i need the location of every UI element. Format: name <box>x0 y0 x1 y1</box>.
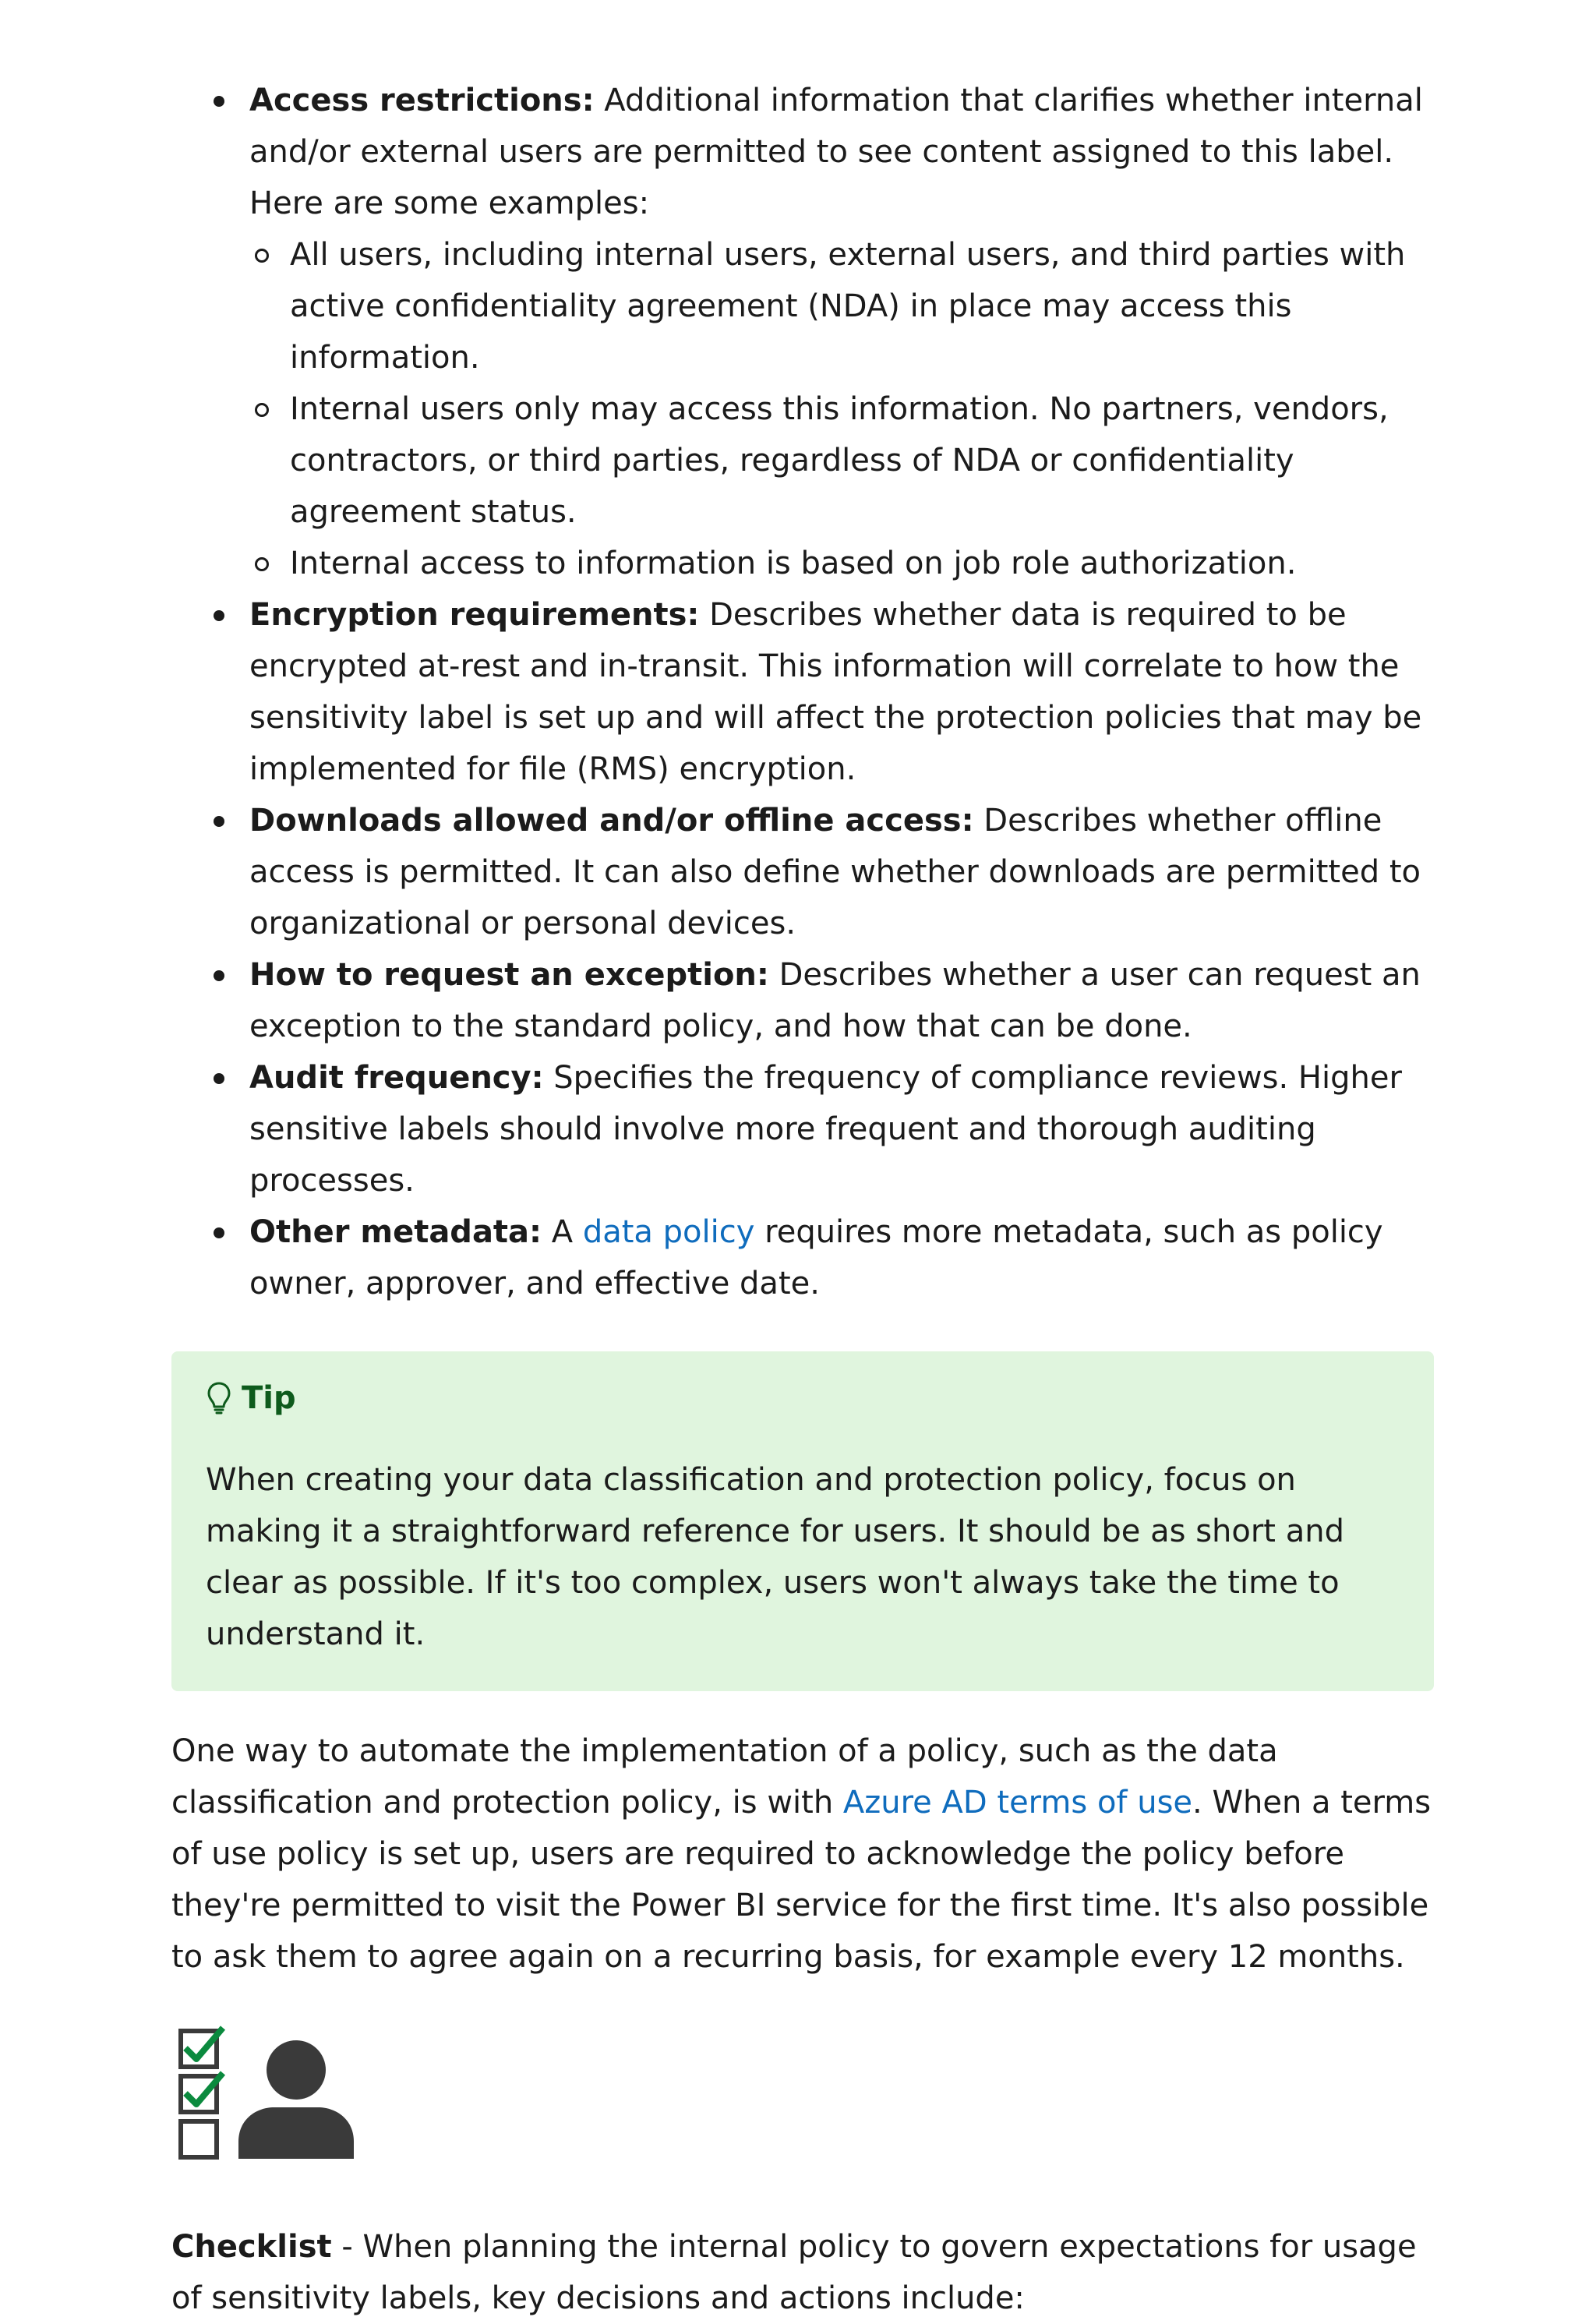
sub-list-item: Internal access to information is based on job role authorization. <box>290 538 1434 589</box>
tip-header <box>206 1375 1400 1422</box>
policy-attributes-list <box>171 75 1434 1309</box>
list-item-text: Specifies the frequency of compliance reviews. Higher sensitive labels should involve more frequent and thorough auditing processes. <box>249 1060 1402 1199</box>
list-item-term: Access restrictions: <box>249 83 595 118</box>
checklist-person-icon <box>171 2025 358 2165</box>
list-item-term: How to request an exception: <box>249 957 769 993</box>
tip-body: When creating your data classification and protection policy, focus on making it a straightforward reference for users. It should be as short and clear as possible. If it's too complex, users won't always take the time to understand it. <box>206 1462 1344 1652</box>
tip-title: Tip <box>242 1380 296 1416</box>
list-item-text: A <box>542 1214 583 1250</box>
terms-of-use-paragraph <box>171 1725 1434 1983</box>
list-item-other-metadata <box>249 1206 1434 1309</box>
document-page <box>171 75 1434 2324</box>
list-item-term: Encryption requirements: <box>249 597 700 633</box>
list-item-term: Audit frequency: <box>249 1060 544 1096</box>
list-item-request-exception <box>249 949 1434 1052</box>
sub-list-item: Internal users only may access this information. No partners, vendors, contractors, or third parties, regardless of NDA or confidentiality agreement status. <box>290 383 1434 538</box>
list-item-access-restrictions <box>249 75 1434 589</box>
checklist-person-illustration <box>171 2025 358 2165</box>
paragraph-text: . When a terms of use policy is set up, users are required to acknowledge the policy before they're permitted to visit the Power BI service for the first time. It's also possible to ask them to agree again on a recurring basis, for example every 12 months. <box>171 1785 1432 1975</box>
access-examples-list <box>249 229 1434 589</box>
paragraph-text: One way to automate the implementation of a policy, such as the data classification and protection policy, is with <box>171 1733 1278 1821</box>
checklist-term: Checklist <box>171 2229 332 2265</box>
data-policy-link[interactable]: data policy <box>582 1214 755 1250</box>
list-item-text: Describes whether data is required to be encrypted at-rest and in-transit. This information will correlate to how the sensitivity label is set up and will affect the protection policies that may be implemented for file (RMS) encryption. <box>249 597 1422 787</box>
list-item-text: requires more metadata, such as policy owner, approver, and effective date. <box>249 1214 1383 1302</box>
checklist-paragraph <box>171 2221 1434 2324</box>
checklist-text: - When planning the internal policy to govern expectations for usage of sensitivity labels, key decisions and actions include: <box>171 2229 1417 2316</box>
lightbulb-icon <box>206 1381 232 1415</box>
list-item-text: Additional information that clarifies whether internal and/or external users are permitted to see content assigned to this label. Here are some examples: <box>249 83 1423 221</box>
list-item-audit-frequency <box>249 1052 1434 1206</box>
list-item-text: Describes whether a user can request an exception to the standard policy, and how that can be done. <box>249 957 1421 1044</box>
sub-list-item: All users, including internal users, external users, and third parties with active confidentiality agreement (NDA) in place may access this information. <box>290 229 1434 383</box>
tip-callout <box>171 1351 1434 1691</box>
list-item-term: Downloads allowed and/or offline access: <box>249 803 974 839</box>
list-item-downloads-offline <box>249 795 1434 949</box>
list-item-term: Other metadata: <box>249 1214 542 1250</box>
list-item-text: Describes whether offline access is permitted. It can also define whether downloads are permitted to organizational or personal devices. <box>249 803 1421 941</box>
list-item-encryption-requirements <box>249 589 1434 795</box>
azure-ad-terms-link[interactable]: Azure AD terms of use <box>842 1785 1193 1821</box>
